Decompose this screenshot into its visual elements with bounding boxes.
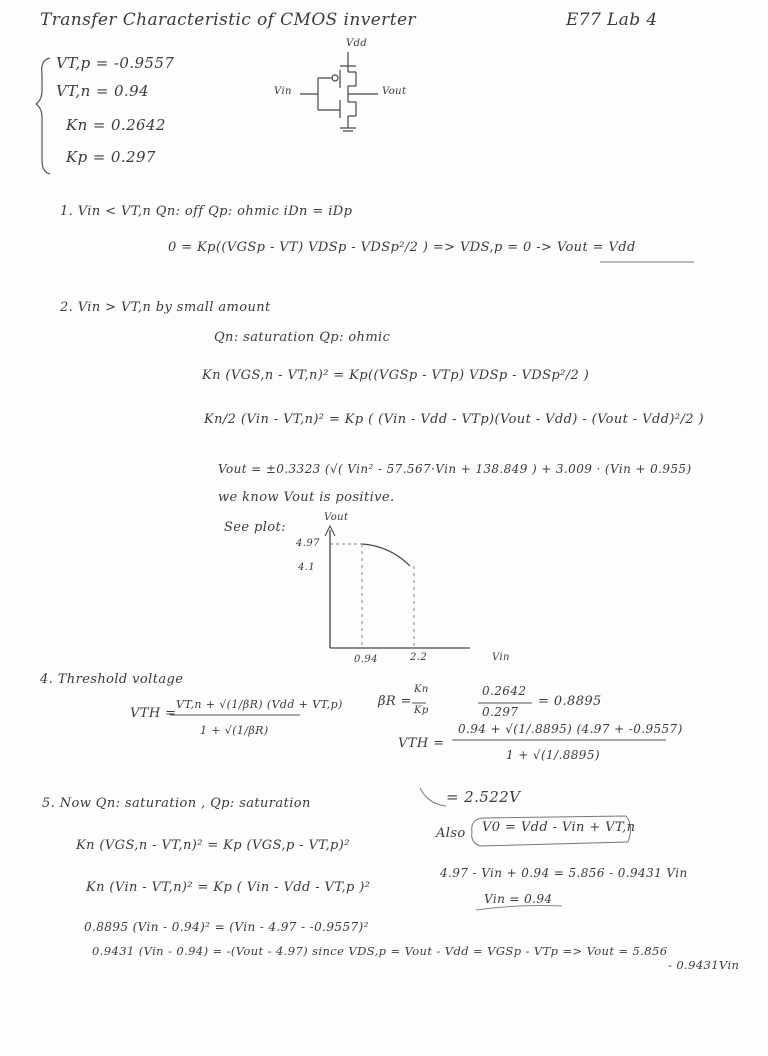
vth-denominator: 1 + √(1/βR) — [200, 724, 269, 737]
vth2-denominator: 1 + √(1/.8895) — [506, 748, 600, 762]
plot-x-axis-label: Vin — [492, 652, 510, 663]
step1-equation: 0 = Kp((VGSp - VT) VDSp - VDSp²/2 ) => VDS,p = 0 -> Vout = Vdd — [168, 240, 636, 255]
also-boxed-equation: V0 = Vdd - Vin + VT,n — [482, 820, 636, 835]
beta-frac-denominator: Kp — [414, 705, 429, 716]
step5-eq1: Kn (VGS,n - VT,n)² = Kp (VGS,p - VT,p)² — [76, 838, 350, 853]
step2-state: Qn: saturation Qp: ohmic — [214, 330, 391, 345]
param-kn: Kn = 0.2642 — [66, 116, 166, 134]
step2-eq1: Kn (VGS,n - VT,n)² = Kp((VGSp - VTp) VDSp - VDSp²/2 ) — [202, 368, 590, 383]
step2-eq2: Kn/2 (Vin - VT,n)² = Kp ( (Vin - Vdd - VTp)(Vout - Vdd) - (Vout - Vdd)²/2 ) — [204, 412, 704, 427]
vth-numerator: VT,n + √(1/βR) (Vdd + VT,p) — [176, 698, 343, 711]
page-title: Transfer Characteristic of CMOS inverter — [40, 10, 416, 30]
also-eq2: 4.97 - Vin + 0.94 = 5.856 - 0.9431 Vin — [440, 866, 688, 880]
beta-value: = 0.8895 — [538, 694, 602, 709]
step4-heading: 4. Threshold voltage — [40, 672, 184, 687]
beta-frac-numerator: Kn — [414, 684, 429, 695]
circuit-vdd-label: Vdd — [346, 38, 368, 49]
also-eq3: Vin = 0.94 — [484, 892, 553, 906]
circuit-vout-label: Vout — [382, 86, 407, 97]
param-kp: Kp = 0.297 — [66, 148, 156, 166]
step5-heading: 5. Now Qn: saturation , Qp: saturation — [42, 796, 311, 811]
beta-lhs: βR = — [378, 694, 412, 709]
vout-vin-plot — [325, 526, 470, 648]
course-label: E77 Lab 4 — [566, 10, 658, 30]
step2-note: we know Vout is positive. — [218, 490, 395, 505]
step2-eq3: Vout = ±0.3323 (√( Vin² - 57.567·Vin + 138.849 ) + 3.009 · (Vin + 0.955) — [218, 462, 692, 476]
circuit-vin-label: Vin — [274, 86, 292, 97]
param-vtn: VT,n = 0.94 — [56, 82, 149, 100]
plot-x-tick-2: 2.2 — [410, 652, 428, 663]
step5-eq3: 0.8895 (Vin - 0.94)² = (Vin - 4.97 - -0.9557)² — [84, 920, 369, 934]
param-vtp: VT,p = -0.9557 — [56, 54, 175, 72]
step1-heading: 1. Vin < VT,n Qn: off Qp: ohmic iDn = iDp — [60, 204, 353, 219]
cmos-inverter-schematic — [300, 52, 378, 131]
vth-lhs: VTH = — [130, 706, 177, 721]
plot-y-tick-2: 4.1 — [298, 562, 316, 573]
step2-see-plot: See plot: — [224, 520, 286, 535]
step5-eq4-cont: - 0.9431Vin — [668, 958, 740, 972]
parameter-brace — [36, 58, 50, 174]
plot-y-tick-1: 4.97 — [296, 538, 320, 549]
step2-heading: 2. Vin > VT,n by small amount — [60, 300, 271, 315]
plot-y-axis-label: Vout — [324, 512, 349, 523]
vth2-lhs: VTH = — [398, 736, 445, 751]
vth2-numerator: 0.94 + √(1/.8895) (4.97 + -0.9557) — [458, 722, 683, 736]
also-label: Also — [436, 826, 466, 841]
beta-denominator: 0.297 — [482, 705, 519, 719]
step5-eq4: 0.9431 (Vin - 0.94) = -(Vout - 4.97) since VDS,p = Vout - Vdd = VGSp - VTp => Vout = 5.856 — [92, 944, 668, 958]
plot-x-tick-1: 0.94 — [354, 654, 378, 665]
beta-numerator: 0.2642 — [482, 684, 527, 698]
vth-result: = 2.522V — [446, 788, 521, 806]
step5-eq2: Kn (Vin - VT,n)² = Kp ( Vin - Vdd - VT,p )² — [86, 880, 371, 895]
